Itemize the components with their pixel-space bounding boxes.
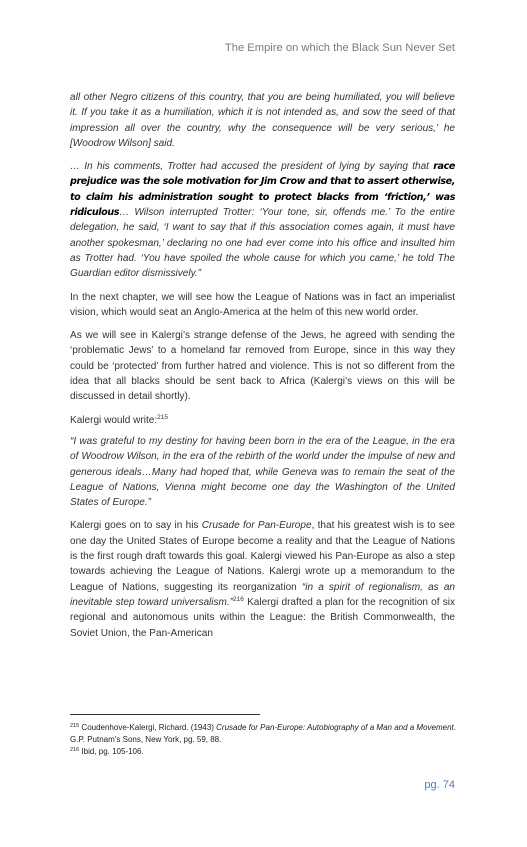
paragraph-3-text: Kalergi would write:	[70, 414, 158, 426]
footnote-divider	[70, 714, 260, 715]
paragraph-2: As we will see in Kalergi’s strange defense of the Jews, he agreed with sending the ‘problematic Jews’ to a homeland far removed from Europe, since in this way they could be ‘protected’ from further hatred and violence. This is not so different from the idea that all blacks should be sent back to Africa (Kalergi’s views on this will be discussed in detail shortly).	[70, 330, 455, 403]
paragraph-1: In the next chapter, we will see how the League of Nations was in fact an imperialist vision, which would seat an Anglo-America at the helm of this new world order.	[70, 291, 455, 318]
footnote-ref-215: 215	[157, 413, 168, 421]
footnote-text: Coudenhove-Kalergi, Richard. (1943)	[79, 723, 217, 732]
page-number: pg. 74	[424, 779, 455, 791]
footnote-number: 216	[70, 747, 80, 753]
quote-2-start: … In his comments, Trotter had accused the president of lying by saying that	[70, 161, 434, 173]
footnote-ref-216: 216	[233, 595, 244, 603]
footnote-text: . G.P. Putnam’s Sons, New York, pg. 59, 88.	[70, 723, 457, 744]
paragraph-4	[70, 518, 455, 640]
quote-paragraph-3: “I was grateful to my destiny for having been born in the era of the League, in the era of Woodrow Wilson, in the era of the rebirth of the world under the impulse of new and generous ideals…Many had hoped that, while Geneva was to remain the seat of the League of Nations, Vienna might become one day the Washington of the United States of Europe.”	[70, 435, 455, 509]
footnote-number: 215	[70, 723, 80, 729]
paragraph-3	[70, 413, 455, 428]
footnote-216	[70, 746, 470, 758]
footnote-title: Crusade for Pan-Europe: Autobiography of a Man and a Movement	[216, 723, 454, 732]
quote-paragraph-2	[70, 159, 455, 281]
paragraph-4-text-b: , that his greatest wish is to see one day the United States of Europe become a reality and that the League of Nations is the first rough draft towards this goal. Kalergi viewed his Pan-Europe as also a step towards achieving the League of Nations. Kalergi wrote up a memorandum to the League of Nations, suggesting its reorganization	[70, 520, 455, 593]
inline-quote: “in a spirit of regionalism, as an inevitable step toward universalism.”	[70, 581, 455, 608]
quote-paragraph-1: all other Negro citizens of this country, that you are being humiliated, you will believe it. If you take it as a humiliation, which it is not intended as, and sow the seed of that impression all over the country, why the consequence will be very serious,’ he [Woodrow Wilson] said.	[70, 92, 455, 149]
paragraph-4-text-a: Kalergi goes on to say in his	[70, 520, 202, 532]
footnote-215	[70, 722, 470, 746]
body-text	[70, 90, 455, 649]
running-header: The Empire on which the Black Sun Never Set	[224, 42, 455, 54]
paragraph-4-text-c: Kalergi drafted a plan for the recognition of six regional and autonomous units within the League: the British Commonwealth, the Soviet Union, the Pan-American	[70, 596, 455, 639]
book-title: Crusade for Pan-Europe	[201, 520, 312, 532]
highlighted-passage: race prejudice was the sole motivation for Jim Crow and that to assert otherwise, to claim his administration sought to protect blacks from ‘friction,’ was ridiculous	[70, 161, 455, 219]
quote-2-rest: … Wilson interrupted Trotter: ‘Your tone, sir, offends me.’ To the entire delegation, he said, ‘I want to say that if this association comes again, it must have another spokesman,’ declaring no one had ever come into his office and insulted him as Trotter had. ‘You have spoiled the whole cause for which you came,’ he told The Guardian editor dismissively.”	[70, 207, 455, 280]
footnotes	[70, 722, 470, 758]
footnote-text: Ibid, pg. 105-106.	[79, 747, 144, 756]
